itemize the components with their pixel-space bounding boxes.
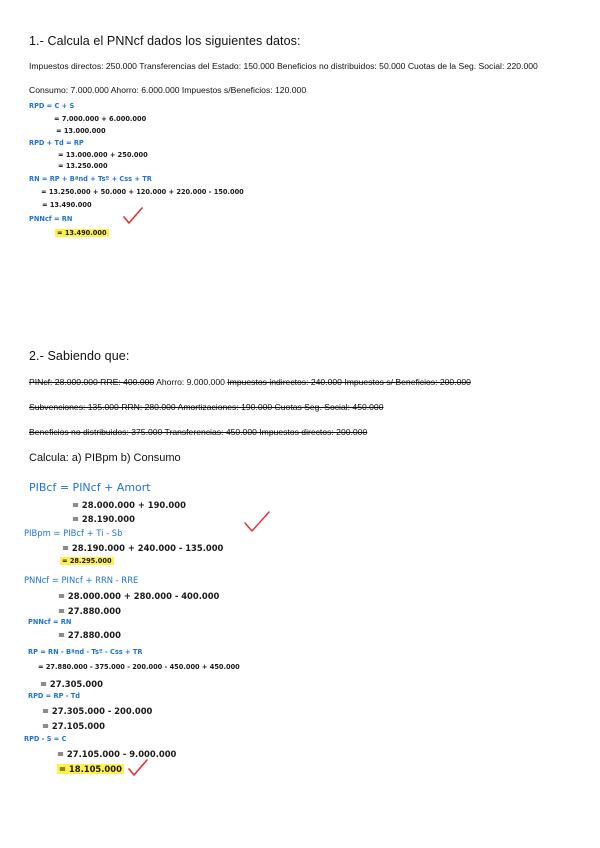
s1-eq-rp: RPD + Td = RP [29, 139, 84, 147]
section2-ask: Calcula: a) PIBpm b) Consumo [29, 452, 181, 464]
s2-step: = 27.880.000 [58, 630, 121, 640]
struck-text: Impuestos indirectos: 240.000 Impuestos s/ Beneficios: 200.000 [227, 377, 471, 387]
s2-eq-pibcf: PIBcf = PINcf + Amort [29, 481, 151, 494]
s2-step: = 27.105.000 [42, 721, 105, 731]
s2-step: = 28.000.000 + 190.000 [72, 500, 186, 510]
s2-eq-rn: PNNcf = RN [28, 618, 72, 626]
s2-eq-pnncf: PNNcf = PINcf + RRN - RRE [24, 575, 139, 585]
s2-step: = 27.305.000 - 200.000 [42, 706, 153, 716]
s1-eq-rn: RN = RP + Bªnd + Tsº + Css + TR [29, 175, 152, 183]
s2-result-a-highlight: = 28.295.000 [62, 557, 112, 565]
section2-data-line3: Beneficios no distribuidos: 375.000 Transferencias: 450.000 Impuestos directos: 200.000 [29, 427, 368, 437]
s2-step: = 27.880.000 [58, 606, 121, 616]
plain-text: Ahorro: 9.000.000 [154, 377, 228, 387]
s1-step: = 13.250.000 + 50.000 + 120.000 + 220.000 - 150.000 [41, 188, 244, 196]
s1-result-highlight: = 13.490.000 [57, 229, 107, 237]
s2-eq-pibpm: PIBpm = PIBcf + Ti - Sb [24, 528, 123, 538]
section2-data-line1 [29, 377, 471, 387]
s2-step: = 28.000.000 + 280.000 - 400.000 [58, 591, 220, 601]
checkmark-icon [243, 510, 271, 534]
s2-result-b-highlight: = 18.105.000 [59, 764, 122, 774]
checkmark-icon [127, 758, 149, 778]
s2-step: = 27.105.000 - 9.000.000 [57, 749, 177, 759]
struck-text: PINcf: 28.000.000 RRE: 400.000 [29, 377, 155, 387]
s1-step: = 13.000.000 + 250.000 [58, 151, 148, 159]
section1-data-line1: Impuestos directos: 250.000 Transferencias del Estado: 150.000 Beneficios no distribuidos: 50.000 Cuotas de la Seg. Social: 220.000 [29, 61, 538, 71]
s2-eq-consumo: RPD - S = C [24, 735, 67, 743]
s2-eq-rpd: RPD = RP - Td [28, 692, 80, 700]
s1-step: = 13.490.000 [42, 201, 92, 209]
s2-step: = 27.305.000 [40, 679, 103, 689]
s2-step: = 28.190.000 [72, 514, 135, 524]
section1-title: 1.- Calcula el PNNcf dados los siguientes datos: [29, 34, 301, 48]
section2-data-line2: Subvenciones: 135.000 RRN: 280.000 Amortizaciones: 190.000 Cuotas Seg. Social: 450.000 [29, 402, 384, 412]
s2-result-b [57, 764, 124, 774]
s2-eq-rp: RP = RN - Bªnd - Tsº - Css + TR [28, 648, 143, 656]
s1-step: = 13.250.000 [58, 162, 108, 170]
section2-title: 2.- Sabiendo que: [29, 349, 130, 363]
checkmark-icon [122, 206, 144, 226]
s2-step: = 27.880.000 - 375.000 - 200.000 - 450.000 + 450.000 [38, 663, 240, 671]
section1-data-line2: Consumo: 7.000.000 Ahorro: 6.000.000 Impuestos s/Beneficios: 120.000 [29, 85, 307, 95]
s2-step: = 28.190.000 + 240.000 - 135.000 [62, 543, 224, 553]
s1-step: = 7.000.000 + 6.000.000 [54, 115, 147, 123]
s1-step: = 13.000.000 [56, 127, 106, 135]
s1-eq-pnncf: PNNcf = RN [29, 215, 73, 223]
s1-result [55, 229, 109, 237]
s2-result-a [60, 557, 114, 565]
s1-eq-rpd: RPD = C + S [29, 102, 75, 110]
